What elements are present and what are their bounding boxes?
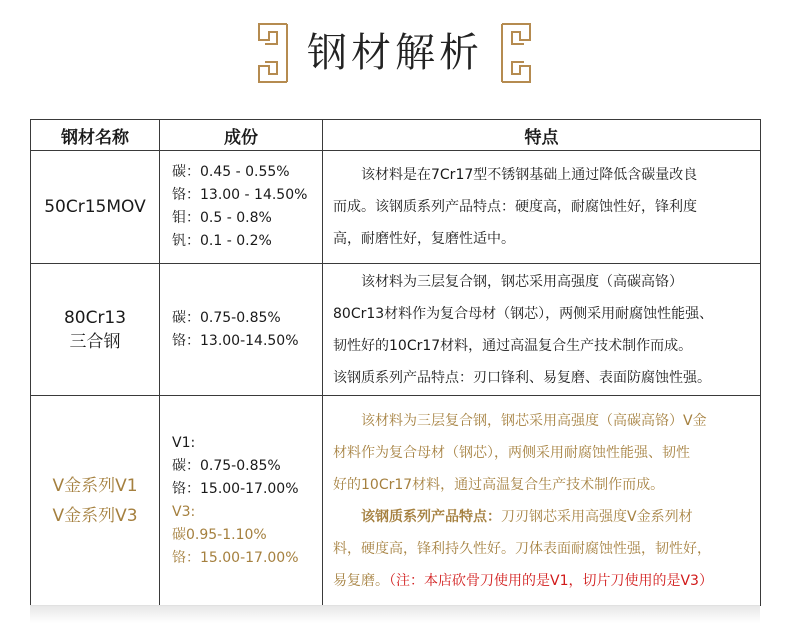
composition-cell <box>160 151 323 264</box>
ornament-left-icon <box>255 22 289 84</box>
steel-name-cell <box>31 151 160 264</box>
page-title: 钢材解析 <box>307 30 483 76</box>
steel-name-cell <box>31 264 160 396</box>
features-line: 该材料为三层复合钢，钢芯采用高强度（高碳高铬）V金 <box>361 412 707 429</box>
table-shadow <box>30 605 760 623</box>
header-features: 特点 <box>323 120 761 151</box>
composition-line: 碳：0.45 - 0.55% <box>172 164 290 180</box>
steel-name-cell <box>31 396 160 606</box>
composition-line: V3: <box>172 503 196 520</box>
features-line: 该钢质系列产品特点：刃口锋利、易复磨、表面防腐蚀性强。 <box>333 369 711 386</box>
header-name: 钢材名称 <box>31 120 160 151</box>
composition-line: 铬：13.00 - 14.50% <box>172 187 308 203</box>
composition-line: 铬：15.00-17.00% <box>172 549 299 566</box>
features-line <box>333 565 750 597</box>
usage-note: （注：本店砍骨刀使用的是V1，切片刀使用的是V3） <box>389 572 713 589</box>
composition-line: 铬：13.00-14.50% <box>172 332 299 349</box>
title-banner <box>0 0 790 105</box>
features-line: 而成。该钢质系列产品特点：硬度高，耐腐蚀性好，锋利度 <box>333 199 697 215</box>
header-composition: 成份 <box>160 120 323 151</box>
features-cell <box>323 396 761 606</box>
steel-spec-table <box>30 119 761 606</box>
features-text: 易复磨。 <box>333 572 389 589</box>
composition-line: 钒：0.1 - 0.2% <box>172 233 272 249</box>
features-label: 该钢质系列产品特点： <box>361 508 501 525</box>
composition-line: 碳0.95-1.10% <box>172 526 267 543</box>
table-row <box>31 264 761 396</box>
composition-line: 碳：0.75-0.85% <box>172 457 281 474</box>
steel-name: 50Cr15MOV <box>44 197 146 217</box>
features-line: 好的10Cr17材料，通过高温复合生产技术制作而成。 <box>333 476 665 493</box>
features-text: 刀刃钢芯采用高强度V金系列材 <box>501 508 693 525</box>
composition-line: 铬：15.00-17.00% <box>172 480 299 497</box>
features-line: 高，耐磨性好，复磨性适中。 <box>333 231 515 247</box>
composition-cell <box>160 396 323 606</box>
features-line: 该材料是在7Cr17型不锈钢基础上通过降低含碳量改良 <box>361 167 698 183</box>
features-cell <box>323 151 761 264</box>
features-line: 韧性好的10Cr17材料，通过高温复合生产技术制作而成。 <box>333 337 693 354</box>
features-line: 材料作为复合母材（钢芯），两侧采用耐腐蚀性能强、韧性 <box>333 444 690 461</box>
composition-cell <box>160 264 323 396</box>
composition-line: 钼：0.5 - 0.8% <box>172 210 272 226</box>
steel-name: 三合钢 <box>69 331 121 352</box>
steel-name: 80Cr13 <box>63 307 127 328</box>
ornament-right-icon <box>500 22 534 84</box>
features-line <box>333 501 750 533</box>
features-line: 80Cr13材料作为复合母材（钢芯），两侧采用耐腐蚀性能强、 <box>333 305 714 322</box>
table-row <box>31 151 761 264</box>
features-line: 该材料为三层复合钢，钢芯采用高强度（高碳高铬） <box>361 273 683 290</box>
table-row <box>31 396 761 606</box>
steel-name: V金系列V1 <box>52 475 138 496</box>
steel-name: V金系列V3 <box>52 505 138 526</box>
composition-line: 碳：0.75-0.85% <box>172 309 281 326</box>
features-line: 料，硬度高，锋利持久性好。刀体表面耐腐蚀性强，韧性好， <box>333 540 711 557</box>
composition-line: V1: <box>172 434 196 451</box>
features-cell <box>323 264 761 396</box>
table-header-row <box>31 120 761 151</box>
